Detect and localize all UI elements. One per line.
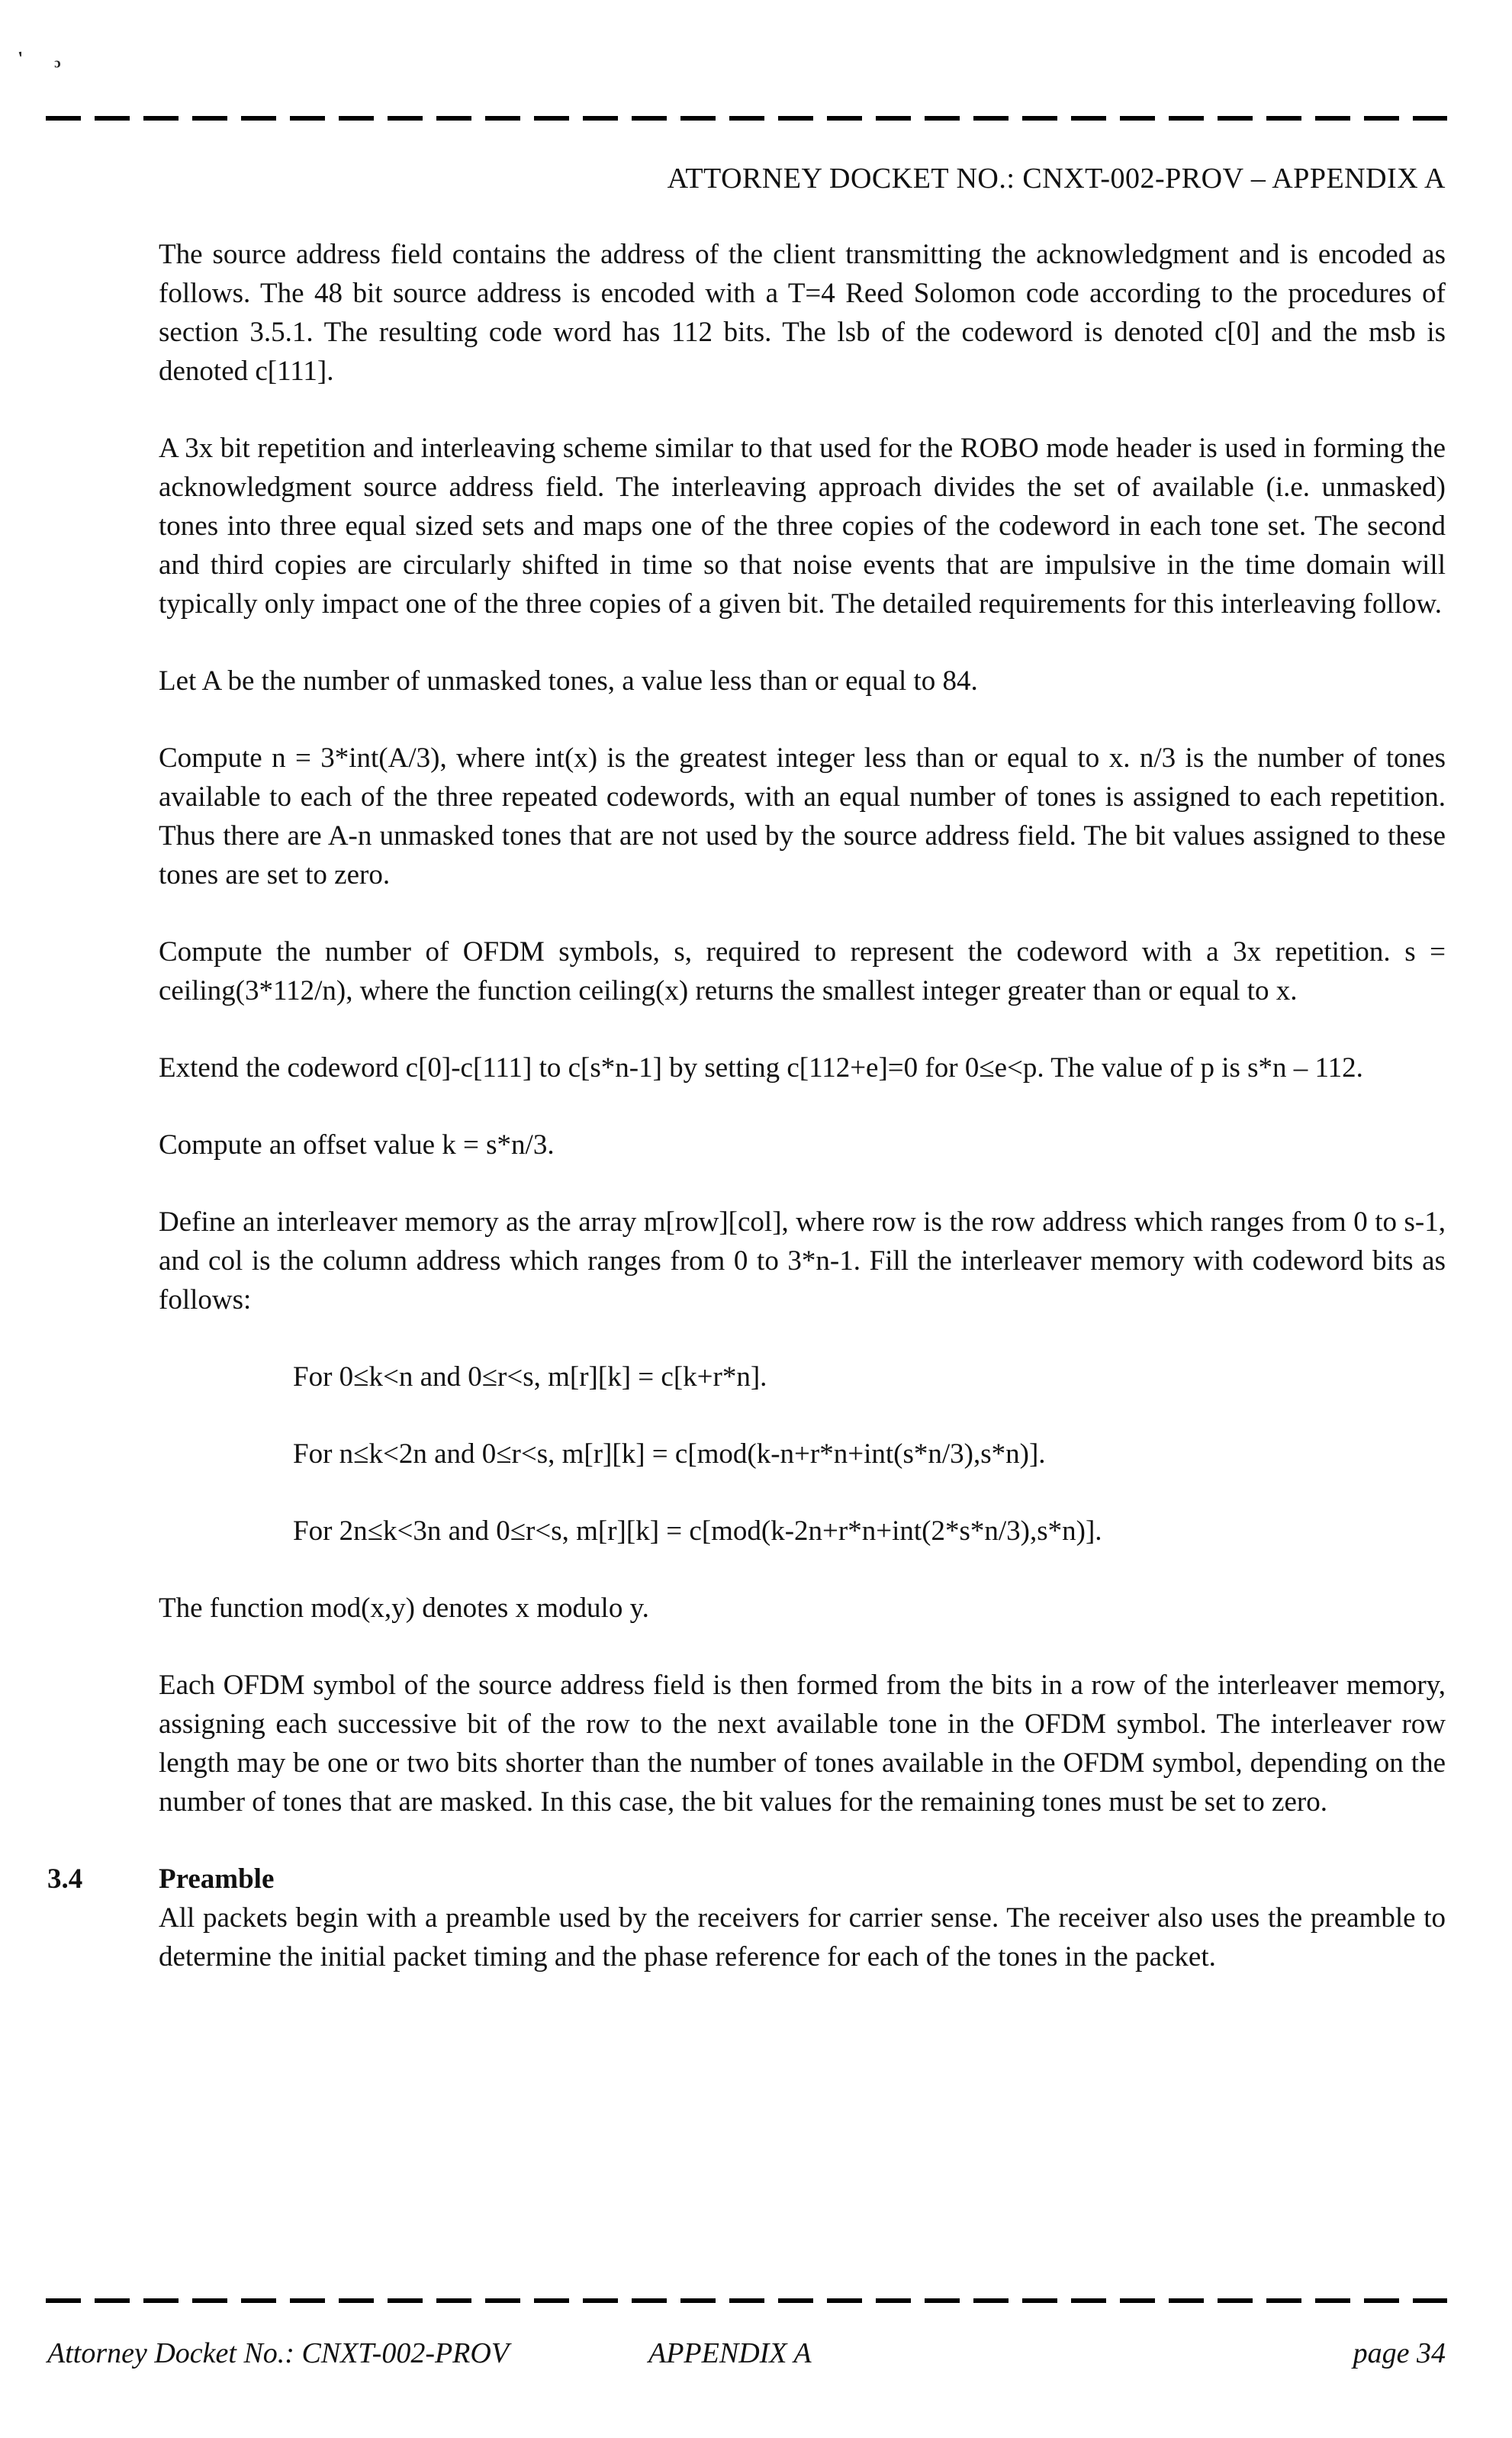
bottom-dashed-rule — [46, 2298, 1447, 2303]
paragraph: The source address field contains the address of the client transmitting the acknowledgment and is encoded as follows. The 48 bit source address is encoded with a T=4 Reed Solomon code according to the procedures of section 3.5.1. The resulting code word has 112 bits. The lsb of the codeword is denoted c[0] and the msb is denoted c[111]. — [159, 239, 1446, 387]
page-header: ATTORNEY DOCKET NO.: CNXT-002-PROV – APPENDIX A — [667, 163, 1446, 195]
paragraph: Compute the number of OFDM symbols, s, required to represent the codeword with a 3x repetition. s = ceiling(3*112/n), where the function ceiling(x) returns the smallest integer greater than or equal to x. — [159, 936, 1446, 1006]
footer-page-number: page 34 — [1353, 2337, 1446, 2369]
paragraph: Let A be the number of unmasked tones, a value less than or equal to 84. — [159, 665, 978, 697]
footer-docket-number: Attorney Docket No.: CNXT-002-PROV — [47, 2337, 510, 2369]
section-heading — [47, 1860, 1446, 1899]
top-dashed-rule — [46, 116, 1447, 121]
paragraph: Compute n = 3*int(A/3), where int(x) is the greatest integer less than or equal to x. n/3 is the number of tones available to each of the three repeated codewords, with an equal number of tones is assigned to each repetition. Thus there are A-n unmasked tones that are not used by the source address field. The bit values assigned to these tones are set to zero. — [159, 742, 1446, 890]
paragraph: Compute an offset value k = s*n/3. — [159, 1129, 555, 1161]
page-footer — [47, 2337, 1446, 2382]
scan-artifact-mark: ' — [16, 47, 26, 70]
paragraph: Define an interleaver memory as the array m[row][col], where row is the row address which ranges from 0 to s-1, and col is the column address which ranges from 0 to 3*n-1. Fill the interleaver memory with codeword bits as follows: — [159, 1206, 1446, 1316]
paragraph: The function mod(x,y) denotes x modulo y. — [159, 1593, 649, 1624]
formula-line: For n≤k<2n and 0≤r<s, m[r][k] = c[mod(k-n+r*n+int(s*n/3),s*n)]. — [293, 1438, 1046, 1470]
section-number: 3.4 — [47, 1863, 83, 1895]
paragraph: Each OFDM symbol of the source address field is then formed from the bits in a row of the interleaver memory, assigning each successive bit of the row to the next available tone in the OFDM symbol. The interleaver row length may be one or two bits shorter than the number of tones available in the OFDM symbol, depending on the number of tones that are masked. In this case, the bit values for the remaining tones must be set to zero. — [159, 1670, 1446, 1818]
formula-line: For 0≤k<n and 0≤r<s, m[r][k] = c[k+r*n]. — [293, 1361, 767, 1393]
footer-appendix-label: APPENDIX A — [648, 2337, 812, 2369]
scan-artifact-mark: ɔ — [54, 55, 61, 72]
section-body-paragraph: All packets begin with a preamble used by the receivers for carrier sense. The receiver also uses the preamble to determine the initial packet timing and the phase reference for each of the tones in the packet. — [159, 1902, 1446, 1973]
document-body — [47, 235, 1446, 1976]
section-title: Preamble — [159, 1863, 275, 1895]
formula-line: For 2n≤k<3n and 0≤r<s, m[r][k] = c[mod(k-2n+r*n+int(2*s*n/3),s*n)]. — [293, 1515, 1102, 1547]
paragraph: Extend the codeword c[0]-c[111] to c[s*n-1] by setting c[112+e]=0 for 0≤e<p. The value of p is s*n – 112. — [159, 1052, 1363, 1084]
paragraph: A 3x bit repetition and interleaving scheme similar to that used for the ROBO mode header is used in forming the acknowledgment source address field. The interleaving approach divides the set of available (i.e. unmasked) tones into three equal sized sets and maps one of the three copies of the codeword in each tone set. The second and third copies are circularly shifted in time so that noise events that are impulsive in the time domain will typically only impact one of the three copies of a given bit. The detailed requirements for this interleaving follow. — [159, 433, 1446, 620]
